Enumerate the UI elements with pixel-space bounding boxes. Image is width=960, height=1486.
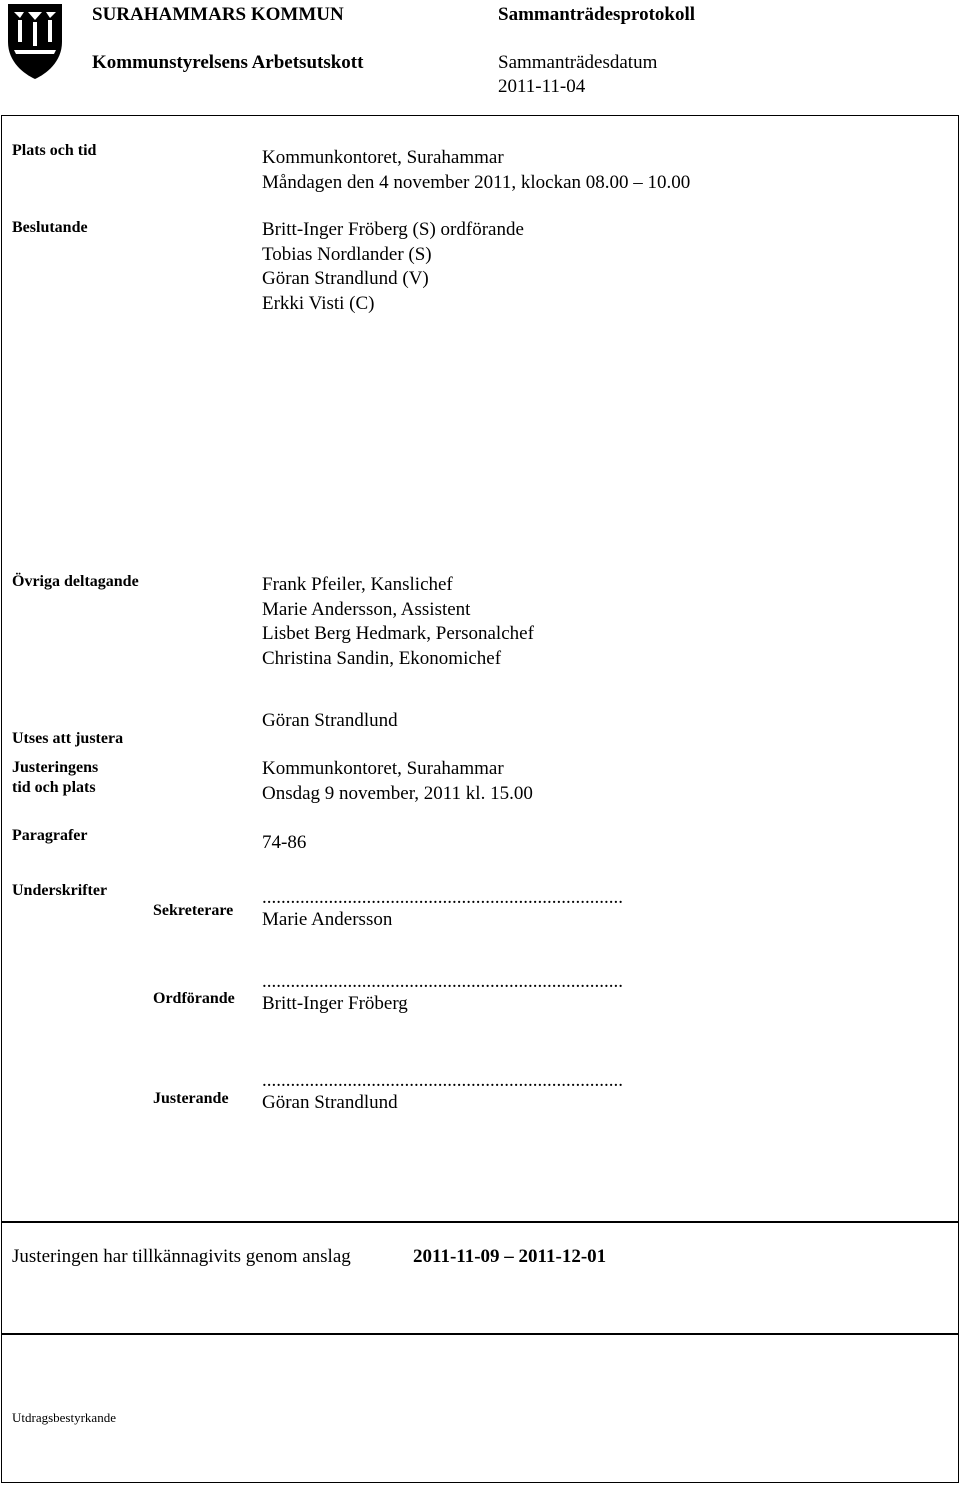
chair-signature [262, 971, 623, 1015]
deciding-members: Britt-Inger Fröberg (S) ordförande Tobias Nordlander (S) Göran Strandlund (V) Erkki Visti (C) [262, 219, 524, 314]
place-time-label: Plats och tid [12, 142, 97, 159]
document-type: Sammanträdesprotokoll [498, 4, 696, 25]
chair-role: Ordförande [153, 990, 235, 1007]
adjustment-time-place-value: Kommunkontoret, Surahammar Onsdag 9 november, 2011 kl. 15.00 [262, 758, 533, 804]
extract-certification-label: Utdragsbestyrkande [12, 1410, 116, 1425]
adjustment-time-place-label: Justeringens tid och plats [12, 759, 99, 796]
municipality-coat-of-arms-icon [6, 2, 64, 80]
date-label: Sammanträdesdatum [498, 52, 658, 73]
adjuster-sign-name: Göran Strandlund [262, 1092, 398, 1113]
signature-line: ............................................................................ [262, 887, 623, 908]
notice-period: 2011-11-09 – 2011-12-01 [413, 1246, 607, 1267]
secretary-role: Sekreterare [153, 902, 234, 919]
meeting-date: 2011-11-04 [498, 76, 586, 97]
signature-line: ............................................................................ [262, 1070, 623, 1091]
paragraphs-value: 74-86 [262, 832, 307, 853]
other-participants: Frank Pfeiler, Kanslichef Marie Andersson, Assistent Lisbet Berg Hedmark, Personalchef Christina Sandin, Ekonomichef [262, 574, 534, 669]
org-name: SURAHAMMARS KOMMUN [92, 4, 344, 25]
signature-line: ............................................................................ [262, 971, 623, 992]
chair-name: Britt-Inger Fröberg [262, 993, 408, 1014]
other-participants-label: Övriga deltagande [12, 573, 139, 590]
committee-name: Kommunstyrelsens Arbetsutskott [92, 52, 364, 73]
signatures-label: Underskrifter [12, 882, 108, 899]
extract-certification-box [1, 1333, 959, 1483]
deciding-label: Beslutande [12, 219, 88, 236]
adjuster-role: Justerande [153, 1090, 229, 1107]
notice-text: Justeringen har tillkännagivits genom anslag [12, 1246, 351, 1267]
secretary-signature [262, 887, 623, 931]
adjuster-name: Göran Strandlund [262, 710, 398, 731]
adjuster-label: Utses att justera [12, 730, 124, 747]
place-time-value: Kommunkontoret, Surahammar Måndagen den 4 november 2011, klockan 08.00 – 10.00 [262, 147, 691, 193]
adjuster-signature [262, 1070, 623, 1114]
notice-box [1, 1221, 959, 1335]
secretary-name: Marie Andersson [262, 909, 393, 930]
paragraphs-label: Paragrafer [12, 827, 88, 844]
